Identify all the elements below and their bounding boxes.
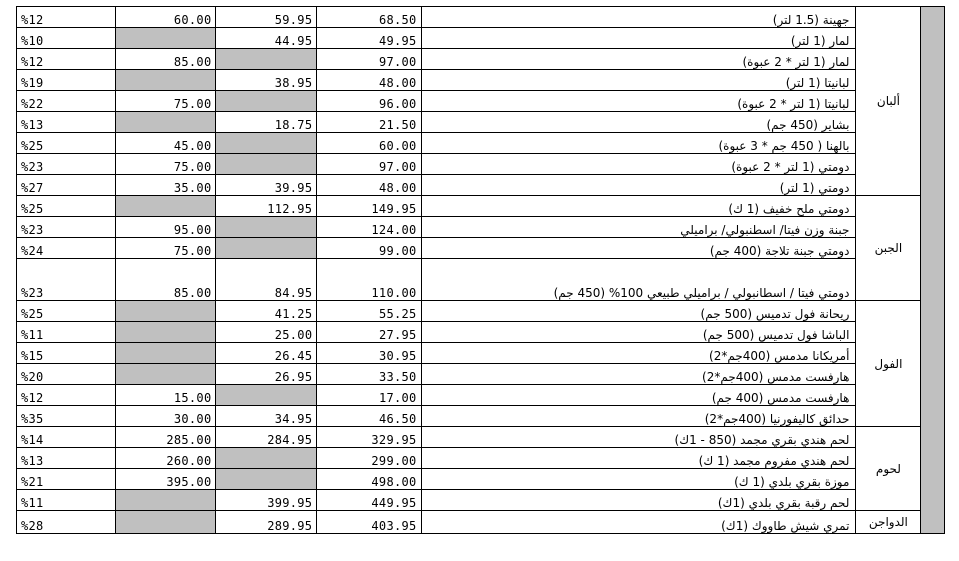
offer-price-2-cell[interactable]: 85.00 [115,49,216,70]
offer-price-cell[interactable] [216,238,317,259]
offer-price-2-cell[interactable]: 85.00 [115,259,216,301]
table-row [17,406,945,427]
table-row [17,343,945,364]
table-row [17,322,945,343]
offer-price-2-cell[interactable]: 15.00 [115,385,216,406]
product-name-cell[interactable]: دومتي (1 لتر) [421,175,856,196]
table-row [17,133,945,154]
gray-side-column [921,7,945,534]
price-cell[interactable]: 110.00 [317,259,421,301]
table-row [17,175,945,196]
price-cell[interactable]: 17.00 [317,385,421,406]
product-name-cell[interactable]: لحم هندي مفروم مجمد (1 ك) [421,448,856,469]
price-cell[interactable]: 329.95 [317,427,421,448]
price-cell[interactable]: 149.95 [317,196,421,217]
product-name-cell[interactable]: لحم رقبة بقري بلدي (1ك) [421,490,856,511]
table-row [17,70,945,91]
discount-cell[interactable]: %19 [17,70,116,91]
product-name-cell[interactable]: أمريكانا مدمس (400جم*2) [421,343,856,364]
offer-price-2-cell[interactable]: 75.00 [115,154,216,175]
table-row [17,385,945,406]
discount-cell[interactable]: %13 [17,112,116,133]
product-name-cell[interactable]: لحم هندي بقري مجمد (850 - 1ك) [421,427,856,448]
price-cell[interactable]: 33.50 [317,364,421,385]
product-name-cell[interactable]: لمار (1 لتر) [421,28,856,49]
offer-price-cell[interactable]: 26.95 [216,364,317,385]
product-name-cell[interactable]: جبنة وزن فيتا/ اسطنبولي/ براميلي [421,217,856,238]
offer-price-cell[interactable] [216,49,317,70]
offer-price-2-cell[interactable]: 260.00 [115,448,216,469]
product-name-cell[interactable]: بالهنا ( 450 جم * 3 عبوة) [421,133,856,154]
offer-price-cell[interactable]: 34.95 [216,406,317,427]
discount-cell[interactable]: %27 [17,175,116,196]
product-name-cell[interactable]: لبانيتا (1 لتر * 2 عبوة) [421,91,856,112]
price-cell[interactable]: 498.00 [317,469,421,490]
offer-price-cell[interactable] [216,469,317,490]
price-cell[interactable]: 124.00 [317,217,421,238]
product-name-cell[interactable]: لبانيتا (1 لتر) [421,70,856,91]
offer-price-2-cell[interactable]: 285.00 [115,427,216,448]
price-cell[interactable]: 21.50 [317,112,421,133]
product-name-cell[interactable]: لمار (1 لتر * 2 عبوة) [421,49,856,70]
product-name-cell[interactable]: الباشا فول تدميس (500 جم) [421,322,856,343]
price-cell[interactable]: 49.95 [317,28,421,49]
price-cell[interactable]: 403.95 [317,511,421,534]
table-row [17,196,945,217]
price-cell[interactable]: 55.25 [317,301,421,322]
offer-price-2-cell[interactable]: 60.00 [115,7,216,28]
product-name-cell[interactable]: ريحانة فول تدميس (500 جم) [421,301,856,322]
offer-price-2-cell[interactable] [115,364,216,385]
offer-price-cell[interactable] [216,385,317,406]
offer-price-2-cell[interactable] [115,343,216,364]
product-name-cell[interactable]: حدائق كاليفورنيا (400جم*2) [421,406,856,427]
discount-cell[interactable]: %12 [17,49,116,70]
discount-cell[interactable]: %23 [17,259,116,301]
discount-cell[interactable]: %25 [17,196,116,217]
price-cell[interactable]: 46.50 [317,406,421,427]
product-name-cell[interactable]: دومتي فيتا / اسطانبولي / براميلي طبيعي 100% (450 جم) [421,259,856,301]
offer-price-2-cell[interactable] [115,322,216,343]
offer-price-cell[interactable] [216,133,317,154]
category-cell[interactable]: الدواجن [856,511,921,534]
offer-price-cell[interactable] [216,448,317,469]
price-comparison-table [16,6,945,534]
table-row [17,427,945,448]
table-row [17,511,945,534]
price-cell[interactable]: 60.00 [317,133,421,154]
offer-price-2-cell[interactable] [115,511,216,534]
discount-cell[interactable]: %25 [17,301,116,322]
table-row [17,91,945,112]
discount-cell[interactable]: %23 [17,217,116,238]
offer-price-cell[interactable]: 284.95 [216,427,317,448]
offer-price-cell[interactable]: 289.95 [216,511,317,534]
product-name-cell[interactable]: دومتي ملح خفيف (1 ك) [421,196,856,217]
offer-price-cell[interactable] [216,91,317,112]
price-cell[interactable]: 30.95 [317,343,421,364]
offer-price-cell[interactable]: 41.25 [216,301,317,322]
offer-price-2-cell[interactable] [115,490,216,511]
price-cell[interactable]: 68.50 [317,7,421,28]
table-row [17,112,945,133]
product-name-cell[interactable]: بشاير (450 جم) [421,112,856,133]
offer-price-2-cell[interactable]: 30.00 [115,406,216,427]
product-name-cell[interactable]: تمري شيش طاووك (1ك) [421,511,856,534]
offer-price-2-cell[interactable]: 75.00 [115,238,216,259]
offer-price-2-cell[interactable]: 35.00 [115,175,216,196]
table-body [17,7,945,534]
product-name-cell[interactable]: موزة بقري بلدي (1 ك) [421,469,856,490]
table-row [17,49,945,70]
offer-price-cell[interactable] [216,217,317,238]
offer-price-2-cell[interactable] [115,301,216,322]
offer-price-cell[interactable]: 59.95 [216,7,317,28]
price-cell[interactable]: 99.00 [317,238,421,259]
product-name-cell[interactable]: جهينة (1.5 لتر) [421,7,856,28]
discount-cell[interactable]: %12 [17,7,116,28]
discount-cell[interactable]: %22 [17,91,116,112]
product-name-cell[interactable]: دومتي جبنة تلاجة (400 جم) [421,238,856,259]
offer-price-cell[interactable]: 25.00 [216,322,317,343]
discount-cell[interactable]: %10 [17,28,116,49]
discount-cell[interactable]: %14 [17,427,116,448]
price-cell[interactable]: 48.00 [317,70,421,91]
discount-cell[interactable]: %35 [17,406,116,427]
table-row [17,238,945,259]
product-name-cell[interactable]: هارفست مدمس (400 جم) [421,385,856,406]
category-cell[interactable]: الجبن [856,196,921,301]
discount-cell[interactable]: %23 [17,154,116,175]
offer-price-2-cell[interactable] [115,196,216,217]
price-cell[interactable]: 97.00 [317,154,421,175]
price-cell[interactable]: 97.00 [317,49,421,70]
offer-price-cell[interactable]: 26.45 [216,343,317,364]
discount-cell[interactable]: %11 [17,490,116,511]
table-row [17,469,945,490]
table-row [17,154,945,175]
table-row [17,7,945,28]
table-row [17,28,945,49]
offer-price-cell[interactable]: 38.95 [216,70,317,91]
offer-price-cell[interactable]: 112.95 [216,196,317,217]
discount-cell[interactable]: %25 [17,133,116,154]
discount-cell[interactable]: %13 [17,448,116,469]
offer-price-2-cell[interactable]: 75.00 [115,91,216,112]
offer-price-cell[interactable]: 39.95 [216,175,317,196]
table-row [17,259,945,301]
offer-price-2-cell[interactable] [115,70,216,91]
table-row [17,301,945,322]
offer-price-2-cell[interactable] [115,112,216,133]
discount-cell[interactable]: %15 [17,343,116,364]
table-row [17,217,945,238]
product-name-cell[interactable]: دومتي (1 لتر * 2 عبوة) [421,154,856,175]
offer-price-2-cell[interactable]: 395.00 [115,469,216,490]
offer-price-2-cell[interactable]: 45.00 [115,133,216,154]
price-cell[interactable]: 299.00 [317,448,421,469]
discount-cell[interactable]: %11 [17,322,116,343]
product-name-cell[interactable]: هارفست مدمس (400جم*2) [421,364,856,385]
discount-cell[interactable]: %21 [17,469,116,490]
offer-price-cell[interactable] [216,154,317,175]
price-cell[interactable]: 96.00 [317,91,421,112]
offer-price-2-cell[interactable]: 95.00 [115,217,216,238]
table-row [17,448,945,469]
category-cell[interactable]: ألبان [856,7,921,196]
discount-cell[interactable]: %24 [17,238,116,259]
table-row [17,364,945,385]
offer-price-cell[interactable]: 18.75 [216,112,317,133]
price-cell[interactable]: 449.95 [317,490,421,511]
table-row [17,490,945,511]
discount-cell[interactable]: %12 [17,385,116,406]
offer-price-cell[interactable]: 84.95 [216,259,317,301]
discount-cell[interactable]: %20 [17,364,116,385]
discount-cell[interactable]: %28 [17,511,116,534]
offer-price-2-cell[interactable] [115,28,216,49]
price-cell[interactable]: 27.95 [317,322,421,343]
price-cell[interactable]: 48.00 [317,175,421,196]
category-cell[interactable]: الفول [856,301,921,427]
category-cell[interactable]: لحوم [856,427,921,511]
offer-price-cell[interactable]: 44.95 [216,28,317,49]
offer-price-cell[interactable]: 399.95 [216,490,317,511]
